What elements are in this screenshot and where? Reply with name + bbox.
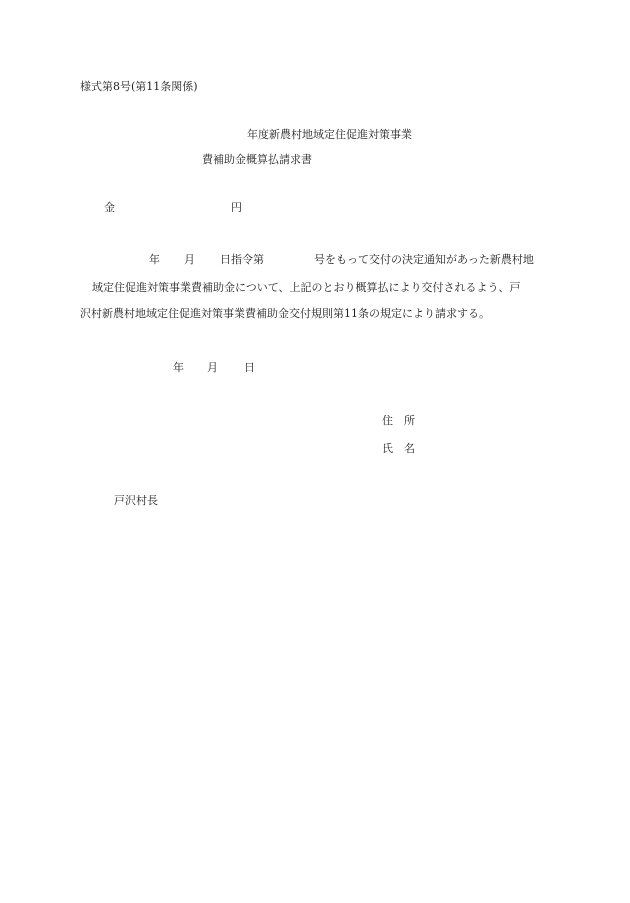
body-line2: 域定住促進対策事業費補助金について、上記のとおり概算払により交付されるよう、戸 (92, 281, 521, 294)
request-date-month: 月 (207, 361, 218, 374)
amount-unit: 円 (231, 201, 242, 214)
request-date-year: 年 (173, 361, 184, 374)
request-date-day: 日 (244, 361, 255, 374)
body-date-day: 日指令第 (220, 253, 264, 266)
body-date-year: 年 (149, 253, 160, 266)
body-number-suffix: 号をもって交付の決定通知があった新農村地 (314, 253, 534, 266)
body-line3: 沢村新農村地域定住促進対策事業費補助金交付規則第11条の規定により請求する。 (80, 307, 490, 320)
document-title-line2: 費補助金概算払請求書 (202, 153, 312, 166)
document-title-line1: 年度新農村地域定住促進対策事業 (247, 128, 412, 141)
addressee: 戸沢村長 (114, 494, 158, 507)
name-label: 氏 名 (382, 442, 415, 455)
address-label: 住 所 (382, 414, 415, 427)
amount-prefix: 金 (104, 201, 115, 214)
body-date-month: 月 (184, 253, 195, 266)
form-number: 様式第8号(第11条関係) (80, 80, 198, 93)
